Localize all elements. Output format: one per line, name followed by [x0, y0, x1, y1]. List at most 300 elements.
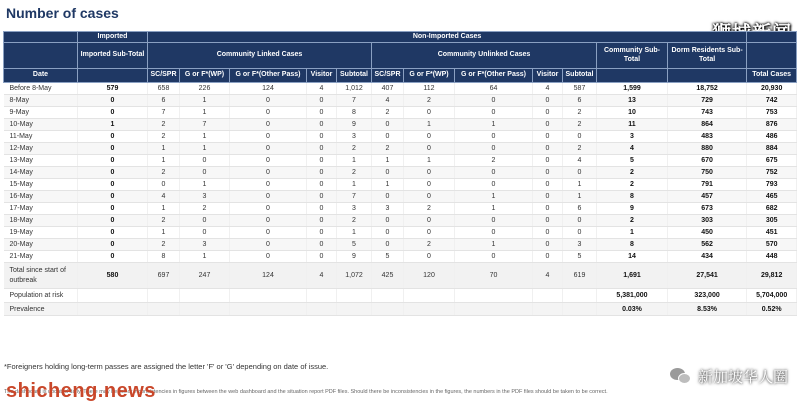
cell-linked-wp: 7: [180, 119, 230, 131]
cell-imported: 0: [78, 191, 148, 203]
cell-unlinked-scspr: 0: [372, 227, 404, 239]
cell-date: 14-May: [4, 167, 78, 179]
cell-linked-subtotal: 2: [337, 143, 372, 155]
total-linked-subtotal: 1,072: [337, 263, 372, 289]
cell-date: 8-May: [4, 95, 78, 107]
cell-linked-op: 0: [230, 191, 307, 203]
watermark-right: [670, 366, 788, 387]
cell-imported: 0: [78, 251, 148, 263]
header-blank-5: [597, 69, 668, 83]
cell-linked-op: 0: [230, 167, 307, 179]
cell-community-subtotal: 8: [597, 191, 668, 203]
cell-date: 20-May: [4, 239, 78, 251]
cell-date: 9-May: [4, 107, 78, 119]
cell-linked-wp: 3: [180, 191, 230, 203]
total-imported: 580: [78, 263, 148, 289]
cell-total-cases: 793: [747, 179, 797, 191]
cell-unlinked-visitor: 0: [533, 215, 563, 227]
wechat-icon: [670, 368, 692, 385]
header-unlinked-visitor: Visitor: [533, 69, 563, 83]
cell-linked-scspr: 2: [148, 239, 180, 251]
prevalence-label: Prevalence: [4, 303, 78, 316]
total-linked-wp: 247: [180, 263, 230, 289]
cell-unlinked-wp: 1: [404, 155, 455, 167]
cell-unlinked-scspr: 4: [372, 95, 404, 107]
cell-unlinked-scspr: 0: [372, 119, 404, 131]
cell-unlinked-scspr: 2: [372, 107, 404, 119]
header-date: Date: [4, 69, 78, 83]
cell-unlinked-wp: 0: [404, 215, 455, 227]
cell-unlinked-subtotal: 0: [563, 167, 597, 179]
cell-unlinked-visitor: 0: [533, 239, 563, 251]
cell-date: 17-May: [4, 203, 78, 215]
header-dorm-subtotal: Dorm Residents Sub-Total: [668, 43, 747, 69]
cell-unlinked-subtotal: 4: [563, 155, 597, 167]
cell-linked-scspr: 1: [148, 155, 180, 167]
cell-linked-wp: 3: [180, 239, 230, 251]
table-row: [4, 227, 797, 239]
cell-linked-op: 0: [230, 143, 307, 155]
cell-linked-scspr: 658: [148, 83, 180, 95]
cell-unlinked-scspr: 0: [372, 131, 404, 143]
cell-dorm-subtotal: 791: [668, 179, 747, 191]
header-linked-visitor: Visitor: [307, 69, 337, 83]
cell-imported: 0: [78, 167, 148, 179]
prevalence-community: 0.03%: [597, 303, 668, 316]
cell-community-subtotal: 10: [597, 107, 668, 119]
cell-linked-subtotal: 1: [337, 155, 372, 167]
cell-dorm-subtotal: 434: [668, 251, 747, 263]
cell-date: 15-May: [4, 179, 78, 191]
cell-total-cases: 753: [747, 107, 797, 119]
prevalence-total: 0.52%: [747, 303, 797, 316]
cell-linked-wp: 1: [180, 179, 230, 191]
cell-linked-wp: 0: [180, 215, 230, 227]
cell-unlinked-visitor: 0: [533, 143, 563, 155]
cell-dorm-subtotal: 562: [668, 239, 747, 251]
cell-unlinked-op: 1: [455, 203, 533, 215]
header-unlinked-scspr: SC/SPR: [372, 69, 404, 83]
table-row: [4, 203, 797, 215]
cell-unlinked-wp: 2: [404, 203, 455, 215]
cell-unlinked-subtotal: 587: [563, 83, 597, 95]
header-blank-4: [78, 69, 148, 83]
cell-linked-visitor: 0: [307, 131, 337, 143]
cell-unlinked-op: 64: [455, 83, 533, 95]
cell-linked-visitor: 0: [307, 95, 337, 107]
cell-unlinked-scspr: 2: [372, 143, 404, 155]
fine-print: The dashboard is updated daily. There may be minor inconsistencies in figures between the web dashboard and the situation report PDF files. Should there be inconsistencies in the figures, the numbers in the PDF files should be taken to be correct.: [4, 389, 608, 395]
cell-unlinked-wp: 0: [404, 227, 455, 239]
cell-linked-subtotal: 1: [337, 179, 372, 191]
header-unlinked-subtotal: Subtotal: [563, 69, 597, 83]
cell-linked-subtotal: 2: [337, 215, 372, 227]
cell-linked-visitor: 0: [307, 203, 337, 215]
total-unlinked-op: 70: [455, 263, 533, 289]
cell-date: 18-May: [4, 215, 78, 227]
cell-linked-op: 0: [230, 203, 307, 215]
cell-linked-visitor: 0: [307, 179, 337, 191]
total-unlinked-scspr: 425: [372, 263, 404, 289]
cell-dorm-subtotal: 483: [668, 131, 747, 143]
cell-linked-op: 0: [230, 227, 307, 239]
cell-unlinked-scspr: 5: [372, 251, 404, 263]
cell-unlinked-visitor: 0: [533, 179, 563, 191]
cell-unlinked-visitor: 0: [533, 203, 563, 215]
cell-linked-subtotal: 3: [337, 131, 372, 143]
cell-unlinked-wp: 112: [404, 83, 455, 95]
header-imported-subtotal: Imported Sub-Total: [78, 43, 148, 69]
header-blank-3: [747, 43, 797, 69]
cell-community-subtotal: 5: [597, 155, 668, 167]
cell-unlinked-op: 1: [455, 239, 533, 251]
cell-unlinked-wp: 2: [404, 95, 455, 107]
cell-total-cases: 570: [747, 239, 797, 251]
cell-unlinked-visitor: 0: [533, 119, 563, 131]
header-blank: [4, 32, 78, 43]
total-linked-visitor: 4: [307, 263, 337, 289]
cell-unlinked-subtotal: 0: [563, 215, 597, 227]
cell-linked-op: 0: [230, 95, 307, 107]
cell-unlinked-wp: 0: [404, 131, 455, 143]
table-row: [4, 179, 797, 191]
table-row: [4, 131, 797, 143]
population-total: 5,704,000: [747, 289, 797, 303]
cell-linked-op: 0: [230, 119, 307, 131]
table-row: [4, 119, 797, 131]
cases-table: [3, 31, 797, 316]
cell-total-cases: 451: [747, 227, 797, 239]
cell-unlinked-wp: 0: [404, 179, 455, 191]
cell-unlinked-op: 0: [455, 143, 533, 155]
cell-linked-scspr: 8: [148, 251, 180, 263]
cell-linked-op: 0: [230, 155, 307, 167]
cell-date: 19-May: [4, 227, 78, 239]
cell-linked-wp: 1: [180, 95, 230, 107]
cell-dorm-subtotal: 864: [668, 119, 747, 131]
cell-linked-visitor: 0: [307, 215, 337, 227]
total-linked-scspr: 697: [148, 263, 180, 289]
cell-dorm-subtotal: 673: [668, 203, 747, 215]
header-unlinked-op: G or F*(Other Pass): [455, 69, 533, 83]
cell-unlinked-scspr: 0: [372, 191, 404, 203]
total-total-cases: 29,812: [747, 263, 797, 289]
total-community-subtotal: 1,691: [597, 263, 668, 289]
cell-unlinked-scspr: 3: [372, 203, 404, 215]
cell-unlinked-op: 0: [455, 95, 533, 107]
prevalence-row: [4, 303, 797, 316]
cell-linked-scspr: 2: [148, 131, 180, 143]
cell-total-cases: 448: [747, 251, 797, 263]
cell-imported: 579: [78, 83, 148, 95]
cell-dorm-subtotal: 18,752: [668, 83, 747, 95]
watermark-right-text: 新加坡华人圈: [697, 369, 788, 386]
cell-total-cases: 884: [747, 143, 797, 155]
cell-unlinked-wp: 1: [404, 119, 455, 131]
table-row: [4, 167, 797, 179]
footnote: *Foreigners holding long-term passes are assigned the letter 'F' or 'G' depending on date of issue.: [4, 362, 329, 371]
cell-unlinked-subtotal: 5: [563, 251, 597, 263]
cell-community-subtotal: 3: [597, 131, 668, 143]
cell-total-cases: 20,930: [747, 83, 797, 95]
cell-unlinked-op: 0: [455, 251, 533, 263]
cell-unlinked-scspr: 0: [372, 215, 404, 227]
cell-unlinked-scspr: 0: [372, 239, 404, 251]
table-row: [4, 191, 797, 203]
total-unlinked-wp: 120: [404, 263, 455, 289]
cell-imported: 0: [78, 155, 148, 167]
cell-total-cases: 682: [747, 203, 797, 215]
header-blank-6: [668, 69, 747, 83]
cell-unlinked-visitor: 4: [533, 83, 563, 95]
cell-date: 12-May: [4, 143, 78, 155]
cell-unlinked-subtotal: 3: [563, 239, 597, 251]
cell-unlinked-visitor: 0: [533, 155, 563, 167]
cell-linked-visitor: 0: [307, 251, 337, 263]
cell-unlinked-visitor: 0: [533, 95, 563, 107]
cell-community-subtotal: 8: [597, 239, 668, 251]
cell-date: 16-May: [4, 191, 78, 203]
cell-date: 13-May: [4, 155, 78, 167]
cell-linked-subtotal: 9: [337, 119, 372, 131]
cell-unlinked-op: 0: [455, 179, 533, 191]
cell-linked-wp: 226: [180, 83, 230, 95]
header-imported: Imported: [78, 32, 148, 43]
cell-unlinked-subtotal: 0: [563, 131, 597, 143]
cell-linked-visitor: 0: [307, 191, 337, 203]
cell-linked-visitor: 4: [307, 83, 337, 95]
cell-community-subtotal: 1: [597, 227, 668, 239]
cell-linked-subtotal: 1,012: [337, 83, 372, 95]
cell-dorm-subtotal: 303: [668, 215, 747, 227]
page-title: Number of cases: [6, 5, 119, 21]
cell-community-subtotal: 14: [597, 251, 668, 263]
header-unlinked-wp: G or F*(WP): [404, 69, 455, 83]
population-community: 5,381,000: [597, 289, 668, 303]
cell-total-cases: 876: [747, 119, 797, 131]
table-row: [4, 95, 797, 107]
cell-community-subtotal: 1,599: [597, 83, 668, 95]
cell-linked-scspr: 4: [148, 191, 180, 203]
cell-unlinked-wp: 0: [404, 167, 455, 179]
cell-linked-wp: 0: [180, 167, 230, 179]
cell-unlinked-visitor: 0: [533, 131, 563, 143]
total-dorm-subtotal: 27,541: [668, 263, 747, 289]
total-unlinked-visitor: 4: [533, 263, 563, 289]
cell-imported: 0: [78, 215, 148, 227]
cell-imported: 0: [78, 143, 148, 155]
cell-unlinked-op: 0: [455, 227, 533, 239]
table-row: [4, 143, 797, 155]
cell-linked-subtotal: 7: [337, 95, 372, 107]
table-row: [4, 215, 797, 227]
header-community-subtotal: Community Sub-Total: [597, 43, 668, 69]
cell-linked-subtotal: 5: [337, 239, 372, 251]
cell-unlinked-visitor: 0: [533, 107, 563, 119]
cell-unlinked-subtotal: 1: [563, 191, 597, 203]
cell-linked-op: 0: [230, 107, 307, 119]
cell-linked-scspr: 6: [148, 95, 180, 107]
cell-unlinked-wp: 2: [404, 239, 455, 251]
cell-linked-op: 124: [230, 83, 307, 95]
cell-dorm-subtotal: 750: [668, 167, 747, 179]
cell-imported: 0: [78, 239, 148, 251]
cell-imported: 0: [78, 107, 148, 119]
watermark-left: shicheng.news: [6, 380, 156, 402]
cell-unlinked-subtotal: 6: [563, 95, 597, 107]
cell-linked-wp: 1: [180, 143, 230, 155]
cell-imported: 0: [78, 131, 148, 143]
cell-unlinked-subtotal: 2: [563, 119, 597, 131]
cell-linked-wp: 1: [180, 251, 230, 263]
cell-date: 11-May: [4, 131, 78, 143]
cell-unlinked-op: 1: [455, 191, 533, 203]
header-linked-wp: G or F*(WP): [180, 69, 230, 83]
cell-unlinked-op: 0: [455, 167, 533, 179]
cell-linked-scspr: 1: [148, 143, 180, 155]
cell-linked-scspr: 2: [148, 119, 180, 131]
cell-unlinked-scspr: 407: [372, 83, 404, 95]
cell-linked-scspr: 1: [148, 203, 180, 215]
cell-imported: 0: [78, 179, 148, 191]
cell-imported: 0: [78, 227, 148, 239]
cell-linked-scspr: 1: [148, 227, 180, 239]
cell-unlinked-visitor: 0: [533, 227, 563, 239]
cell-dorm-subtotal: 457: [668, 191, 747, 203]
cell-linked-scspr: 2: [148, 215, 180, 227]
cell-unlinked-scspr: 1: [372, 179, 404, 191]
cell-unlinked-wp: 0: [404, 107, 455, 119]
cell-unlinked-op: 1: [455, 119, 533, 131]
cell-total-cases: 486: [747, 131, 797, 143]
cell-unlinked-op: 0: [455, 131, 533, 143]
cell-community-subtotal: 2: [597, 167, 668, 179]
cell-unlinked-visitor: 0: [533, 191, 563, 203]
cell-community-subtotal: 13: [597, 95, 668, 107]
header-linked-subtotal: Subtotal: [337, 69, 372, 83]
cell-unlinked-wp: 0: [404, 143, 455, 155]
cell-dorm-subtotal: 880: [668, 143, 747, 155]
cell-linked-visitor: 0: [307, 167, 337, 179]
cell-linked-subtotal: 8: [337, 107, 372, 119]
cell-linked-visitor: 0: [307, 107, 337, 119]
cell-imported: 0: [78, 203, 148, 215]
cell-linked-wp: 1: [180, 131, 230, 143]
total-unlinked-subtotal: 619: [563, 263, 597, 289]
cell-unlinked-wp: 0: [404, 191, 455, 203]
header-blank-2: [4, 43, 78, 69]
cell-linked-op: 0: [230, 215, 307, 227]
table-row: [4, 251, 797, 263]
cell-community-subtotal: 4: [597, 143, 668, 155]
cell-linked-wp: 0: [180, 227, 230, 239]
cell-total-cases: 742: [747, 95, 797, 107]
cell-linked-op: 0: [230, 131, 307, 143]
header-linked-scspr: SC/SPR: [148, 69, 180, 83]
cell-date: 10-May: [4, 119, 78, 131]
cell-unlinked-subtotal: 2: [563, 107, 597, 119]
cell-unlinked-subtotal: 1: [563, 179, 597, 191]
cell-date: Before 8-May: [4, 83, 78, 95]
population-label: Population at risk: [4, 289, 78, 303]
cell-total-cases: 675: [747, 155, 797, 167]
cell-dorm-subtotal: 729: [668, 95, 747, 107]
cell-unlinked-visitor: 0: [533, 167, 563, 179]
cell-dorm-subtotal: 743: [668, 107, 747, 119]
total-label: Total since start of outbreak: [4, 263, 78, 289]
cell-date: 21-May: [4, 251, 78, 263]
header-linked-op: G or F*(Other Pass): [230, 69, 307, 83]
cell-linked-op: 0: [230, 239, 307, 251]
cell-linked-op: 0: [230, 251, 307, 263]
cell-linked-wp: 0: [180, 155, 230, 167]
header-community-unlinked: Community Unlinked Cases: [372, 43, 597, 69]
cell-total-cases: 752: [747, 167, 797, 179]
cell-dorm-subtotal: 450: [668, 227, 747, 239]
table-row: [4, 239, 797, 251]
cell-unlinked-scspr: 0: [372, 167, 404, 179]
cell-linked-subtotal: 9: [337, 251, 372, 263]
cell-linked-wp: 1: [180, 107, 230, 119]
cell-unlinked-visitor: 0: [533, 251, 563, 263]
cell-unlinked-scspr: 1: [372, 155, 404, 167]
cell-linked-op: 0: [230, 179, 307, 191]
header-non-imported: Non-Imported Cases: [148, 32, 747, 43]
cell-linked-wp: 2: [180, 203, 230, 215]
header-community-linked: Community Linked Cases: [148, 43, 372, 69]
cell-community-subtotal: 2: [597, 179, 668, 191]
cell-linked-subtotal: 2: [337, 167, 372, 179]
cell-community-subtotal: 9: [597, 203, 668, 215]
cell-linked-subtotal: 1: [337, 227, 372, 239]
table-row: [4, 107, 797, 119]
header-blank-right: [747, 32, 797, 43]
cell-linked-scspr: 2: [148, 167, 180, 179]
population-dorm: 323,000: [668, 289, 747, 303]
cell-unlinked-op: 0: [455, 107, 533, 119]
cell-imported: 1: [78, 119, 148, 131]
cell-imported: 0: [78, 95, 148, 107]
header-total-cases: Total Cases: [747, 69, 797, 83]
cell-linked-scspr: 7: [148, 107, 180, 119]
cell-unlinked-subtotal: 6: [563, 203, 597, 215]
cell-unlinked-op: 2: [455, 155, 533, 167]
cell-total-cases: 305: [747, 215, 797, 227]
cell-linked-visitor: 0: [307, 143, 337, 155]
cell-linked-subtotal: 3: [337, 203, 372, 215]
total-linked-op: 124: [230, 263, 307, 289]
table-row: [4, 155, 797, 167]
cell-unlinked-wp: 0: [404, 251, 455, 263]
prevalence-dorm: 8.53%: [668, 303, 747, 316]
cell-linked-visitor: 0: [307, 119, 337, 131]
cell-linked-scspr: 0: [148, 179, 180, 191]
population-row: [4, 289, 797, 303]
cell-unlinked-op: 0: [455, 215, 533, 227]
cell-linked-visitor: 0: [307, 239, 337, 251]
cell-linked-visitor: 0: [307, 227, 337, 239]
cell-linked-subtotal: 7: [337, 191, 372, 203]
cell-community-subtotal: 2: [597, 215, 668, 227]
table-row: [4, 83, 797, 95]
cell-total-cases: 465: [747, 191, 797, 203]
cell-community-subtotal: 11: [597, 119, 668, 131]
cell-unlinked-subtotal: 0: [563, 227, 597, 239]
cell-linked-visitor: 0: [307, 155, 337, 167]
cell-unlinked-subtotal: 2: [563, 143, 597, 155]
cell-dorm-subtotal: 670: [668, 155, 747, 167]
total-row: [4, 263, 797, 289]
